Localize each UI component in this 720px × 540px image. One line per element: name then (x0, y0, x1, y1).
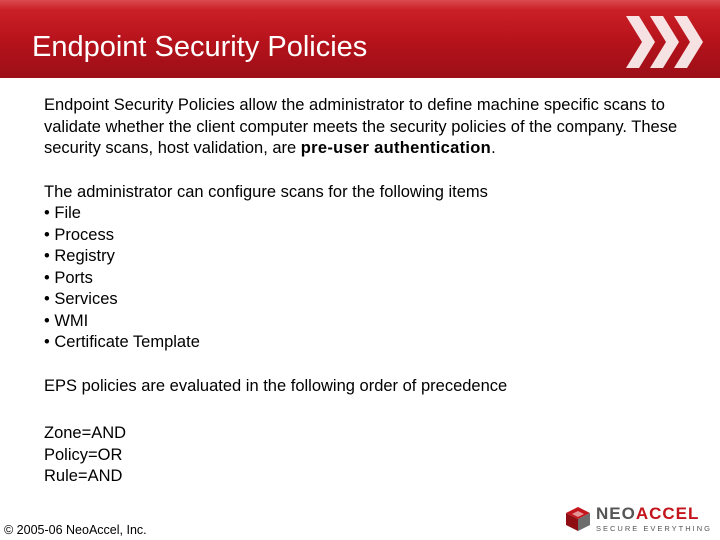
scan-heading: The administrator can configure scans for the following items (44, 182, 488, 201)
neoaccel-cube-logo-icon (563, 505, 593, 533)
precedence-rule-rule: Rule=AND (44, 467, 123, 485)
intro-end: . (491, 139, 496, 157)
slide-body (44, 95, 694, 488)
precedence-text: EPS policies are evaluated in the following order of precedence (44, 376, 508, 395)
scan-item-services: • Services (44, 290, 118, 308)
precedence-rule-zone: Zone=AND (44, 424, 127, 442)
intro-paragraph (44, 95, 694, 160)
brand-tagline: SECURE EVERYTHING (596, 524, 712, 533)
brand-wordmark (596, 505, 699, 523)
brand-neo: NEO (596, 504, 636, 523)
spacer (44, 397, 694, 423)
intro-text: Endpoint Security Policies allow the administrator to define machine specific scans to validate whether the client computer meets the security policies of the company. These security scans, host validation, are (44, 96, 678, 157)
title-bar-highlight (0, 0, 720, 10)
slide-title: Endpoint Security Policies (32, 31, 368, 63)
spacer (44, 160, 694, 182)
scan-item-registry: • Registry (44, 247, 115, 265)
chevron-1 (626, 16, 655, 68)
scan-item-process: • Process (44, 225, 114, 244)
scan-item-wmi: • WMI (44, 311, 89, 330)
scan-item-ports: • Ports (44, 268, 93, 287)
scan-item-list (44, 203, 694, 354)
spacer (44, 354, 694, 376)
scan-item-certificate-template: • Certificate Template (44, 333, 200, 351)
title-bar (0, 0, 720, 78)
chevron-arrows-icon (624, 12, 708, 72)
intro-bold-term: pre-user authentication (300, 139, 492, 157)
precedence-rule-policy: Policy=OR (44, 445, 123, 464)
copyright-text: © 2005-06 NeoAccel, Inc. (4, 523, 147, 537)
scan-item-file: • File (44, 204, 81, 222)
neoaccel-logo (563, 504, 713, 534)
brand-accel: ACCEL (635, 504, 700, 523)
